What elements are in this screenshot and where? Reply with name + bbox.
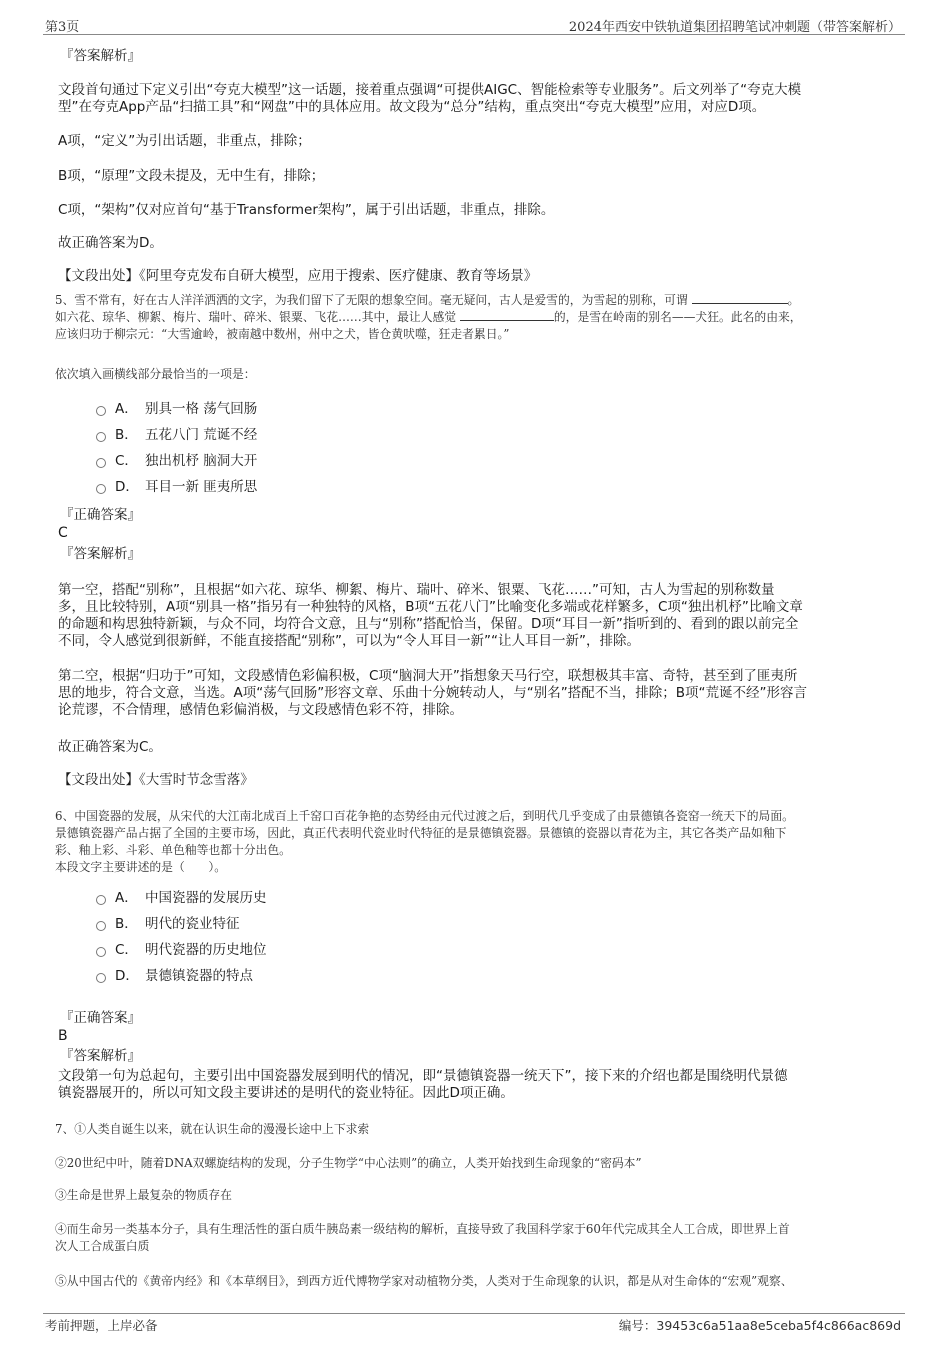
text-line: 次人工合成蛋白质 — [55, 1239, 150, 1253]
text-line: 镇瓷器展开的，所以可知文段主要讲述的是明代的瓷业特征。因此D项正确。 — [58, 1085, 514, 1101]
q4-analysis-paragraph — [58, 82, 888, 116]
text-line: 思的地步，符合文意，当选。A项“荡气回肠”形容文章、乐曲十分婉转动人，与“别名”搭配不当，排除；B项“荒诞不经”形容言 — [58, 685, 807, 701]
radio-icon[interactable] — [96, 458, 106, 468]
option-text: 中国瓷器的发展历史 — [145, 890, 267, 906]
q5-text: 的，是雪在岭南的别名——犬狂。此名的由来， — [553, 310, 802, 324]
q5-option-c[interactable] — [96, 452, 257, 470]
q5-option-b[interactable] — [96, 426, 257, 444]
radio-icon[interactable] — [96, 947, 106, 957]
q4-conclusion: 故正确答案为D。 — [58, 235, 163, 251]
q5-source: 【文段出处】《大雪时节念雪落》 — [58, 772, 254, 788]
q7-sentence-3: ③生命是世界上最复杂的物质存在 — [55, 1188, 232, 1202]
option-text: 独出机杼 脑洞大开 — [145, 453, 258, 469]
fill-blank — [692, 292, 788, 304]
text-line: 的命题和构思独特新颖，与众不同，均符合文意，且与“别称”搭配恰当，保留。D项“耳目一新”指听到的、看到的跟以前完全 — [58, 616, 799, 632]
text-line: 不同，令人感觉到很新鲜，不能直接搭配“别称”，可以为“令人耳目一新”“让人耳目一新”，排除。 — [58, 633, 640, 649]
q5-text: 5、雪不常有，好在古人洋洋洒洒的文字，为我们留下了无限的想象空间。毫无疑问，古人是爱雪的，为雪起的别称，可谓 — [55, 293, 688, 307]
q7-sentence-1: 7、①人类自诞生以来，就在认识生命的漫漫长途中上下求索 — [55, 1122, 370, 1136]
q7-sentence-2: ②20世纪中叶，随着DNA双螺旋结构的发现，分子生物学“中心法则”的确立，人类开始找到生命现象的“密码本” — [55, 1156, 642, 1170]
q6-option-c[interactable] — [96, 941, 267, 959]
text-line: 多，且比较特别，A项“别具一格”指另有一种独特的风格，B项“五花八门”比喻变化多端或花样繁多，C项“独出机杼”比喻文章 — [58, 599, 803, 615]
q6-analysis — [58, 1068, 888, 1102]
text-line: 文段第一句为总起句，主要引出中国瓷器发展到明代的情况，即“景德镇瓷器一统天下”，接下来的介绍也都是围绕明代景德 — [58, 1068, 788, 1084]
q5-analysis-second-blank — [58, 668, 888, 719]
option-text: 别具一格 荡气回肠 — [145, 401, 258, 417]
option-letter: B． — [115, 916, 138, 932]
text-line: 6、中国瓷器的发展，从宋代的大江南北成百上千窑口百花争艳的态势经由元代过渡之后，到明代几乎变成了由景德镇各瓷窑一统天下的局面。 — [55, 809, 794, 823]
q6-option-b[interactable] — [96, 915, 240, 933]
q4-option-b-analysis: B项，“原理”文段未提及，无中生有，排除； — [58, 168, 325, 184]
text-line — [55, 292, 893, 309]
q6-prompt: 本段文字主要讲述的是（ ）。 — [55, 860, 227, 874]
q6-correct-label: 『正确答案』 — [60, 1010, 141, 1026]
q5-text: 。 — [787, 293, 800, 307]
q6-option-a[interactable] — [96, 889, 267, 907]
option-text: 明代的瓷业特征 — [145, 916, 240, 932]
text-line: 第一空，搭配“别称”，且根据“如六花、琼华、柳絮、梅片、瑞叶、碎米、银粟、飞花……”可知，古人为雪起的别称数量 — [58, 582, 775, 598]
q6-stem — [55, 808, 893, 876]
q5-text: 如六花、琼华、柳絮、梅片、瑞叶、碎米、银粟、飞花……其中，最让人感觉 — [55, 310, 457, 324]
q6-analysis-label: 『答案解析』 — [60, 1048, 141, 1064]
option-letter: A． — [115, 890, 138, 906]
option-letter: D． — [115, 479, 139, 495]
q5-prompt: 依次填入画横线部分最恰当的一项是： — [55, 367, 256, 381]
q4-analysis-label: 『答案解析』 — [60, 48, 141, 64]
q7-sentence-4 — [55, 1221, 893, 1255]
option-letter: B． — [115, 427, 138, 443]
q4-source: 【文段出处】《阿里夸克发布自研大模型，应用于搜索、医疗健康、教育等场景》 — [58, 268, 538, 284]
q6-correct-answer: B — [58, 1028, 68, 1044]
page-footer — [43, 1313, 905, 1332]
page-number: 第3页 — [45, 20, 80, 35]
q6-option-d[interactable] — [96, 967, 253, 985]
page-header — [43, 16, 905, 35]
option-text: 明代瓷器的历史地位 — [145, 942, 267, 958]
radio-icon[interactable] — [96, 406, 106, 416]
text-line: 文段首句通过下定义引出“夸克大模型”这一话题，接着重点强调“可提供AIGC、智能检索等专业服务”。后文列举了“夸克大模 — [58, 82, 802, 98]
option-text: 耳目一新 匪夷所思 — [145, 479, 258, 495]
text-line: 应该归功于柳宗元：“大雪逾岭，被南越中数州，州中之犬，皆仓黄吠噬，狂走者累日。” — [55, 327, 510, 341]
q5-correct-answer: C — [58, 525, 68, 541]
radio-icon[interactable] — [96, 895, 106, 905]
fill-blank — [460, 309, 554, 321]
option-letter: A． — [115, 401, 138, 417]
q5-correct-label: 『正确答案』 — [60, 507, 141, 523]
q5-option-a[interactable] — [96, 400, 257, 418]
text-line: 论荒谬，不合情理，感情色彩偏消极，与文段感情色彩不符，排除。 — [58, 702, 463, 718]
text-line: ④而生命另一类基本分子，具有生理活性的蛋白质牛胰岛素一级结构的解析，直接导致了我国科学家于60年代完成其全人工合成，即世界上首 — [55, 1222, 790, 1236]
q5-analysis-label: 『答案解析』 — [60, 546, 141, 562]
option-letter: D． — [115, 968, 139, 984]
option-letter: C． — [115, 453, 138, 469]
text-line: 景德镇瓷器产品占据了全国的主要市场，因此，真正代表明代瓷业时代特征的是景德镇瓷器。景德镇的瓷器以青花为主，其它各类产品如釉下 — [55, 826, 787, 840]
option-text: 五花八门 荒诞不经 — [145, 427, 258, 443]
document-id: 编号：39453c6a51aa8e5ceba5f4c866ac869d — [618, 1318, 901, 1333]
radio-icon[interactable] — [96, 432, 106, 442]
footer-slogan: 考前押题，上岸必备 — [45, 1318, 158, 1333]
q5-stem — [55, 292, 893, 343]
q5-conclusion: 故正确答案为C。 — [58, 739, 162, 755]
radio-icon[interactable] — [96, 973, 106, 983]
q5-analysis-first-blank — [58, 582, 888, 650]
option-text: 景德镇瓷器的特点 — [145, 968, 253, 984]
text-line: 型”在夸克App产品“扫描工具”和“网盘”中的具体应用。故文段为“总分”结构，重点突出“夸克大模型”应用，对应D项。 — [58, 99, 766, 115]
radio-icon[interactable] — [96, 921, 106, 931]
radio-icon[interactable] — [96, 484, 106, 494]
text-line: 第二空，根据“归功于”可知，文段感情色彩偏积极，C项“脑洞大开”指想象天马行空，联想极其丰富、奇特，甚至到了匪夷所 — [58, 668, 798, 684]
q7-sentence-5: ⑤从中国古代的《黄帝内经》和《本草纲目》，到西方近代博物学家对动植物分类，人类对于生命现象的认识，都是从对生命体的“宏观”观察、 — [55, 1274, 793, 1288]
q4-option-c-analysis: C项，“架构”仅对应首句“基于Transformer架构”，属于引出话题，非重点，排除。 — [58, 202, 555, 218]
option-letter: C． — [115, 942, 138, 958]
q5-option-d[interactable] — [96, 478, 257, 496]
document-title: 2024年西安中铁轨道集团招聘笔试冲刺题（带答案解析） — [568, 20, 901, 35]
text-line — [55, 309, 893, 326]
text-line: 彩、釉上彩、斗彩、单色釉等也都十分出色。 — [55, 843, 291, 857]
q4-option-a-analysis: A项，“定义”为引出话题，非重点，排除； — [58, 133, 311, 149]
